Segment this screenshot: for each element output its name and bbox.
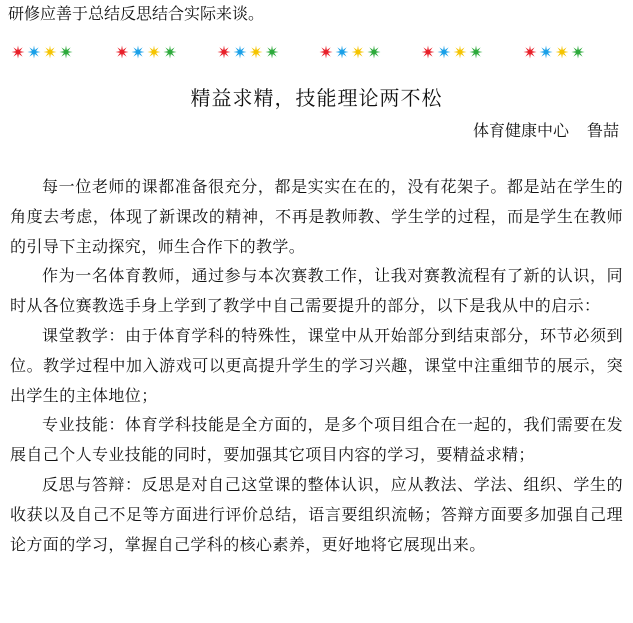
firework-burst-icon [320, 46, 333, 59]
firework-burst-icon [12, 46, 25, 59]
firework-burst-icon [438, 46, 451, 59]
firework-burst-icon [336, 46, 349, 59]
decorative-divider [10, 40, 610, 64]
byline-department: 体育健康中心 [472, 121, 569, 140]
firework-burst-icon [454, 46, 467, 59]
firework-burst-icon [540, 46, 553, 59]
paragraph: 课堂教学：由于体育学科的特殊性，课堂中从开始部分到结束部分，环节必须到位。教学过程中加入游戏可以更高提升学生的学习兴趣，课堂中注重细节的展示，突出学生的主体地位； [10, 325, 623, 405]
firework-burst-icon [368, 46, 381, 59]
article-body [10, 172, 623, 559]
firework-burst-icon [572, 46, 585, 59]
paragraph: 每一位老师的课都准备很充分，都是实实在在的，没有花架子。都是站在学生的角度去考虑，体现了新课改的精神，不再是教师教、学生学的过程，而是学生在教师的引导下主动探究，师生合作下的教学。 [10, 177, 623, 256]
firework-burst-icon [422, 46, 435, 59]
firework-burst-icon [218, 46, 231, 59]
firework-burst-icon [44, 46, 57, 59]
byline [473, 120, 619, 142]
firework-burst-icon [524, 46, 537, 59]
intro-line: 研修应善于总结反思结合实际来谈。 [8, 4, 265, 23]
firework-burst-icon [148, 46, 161, 59]
firework-burst-icon [28, 46, 41, 59]
firework-burst-icon [116, 46, 129, 59]
firework-burst-icon [132, 46, 145, 59]
paragraph: 反思与答辩：反思是对自己这堂课的整体认识，应从教法、学法、组织、学生的收获以及自己不足等方面进行评价总结，语言要组织流畅；答辩方面要多加强自己理论方面的学习，掌握自己学科的核心素养，更好地将它展现出来。 [10, 474, 623, 554]
firework-burst-icon [266, 46, 279, 59]
paragraph: 作为一名体育教师，通过参与本次赛教工作，让我对赛教流程有了新的认识，同时从各位赛教选手身上学到了教学中自己需要提升的部分，以下是我从中的启示： [10, 266, 623, 316]
paragraph: 专业技能：体育学科技能是全方面的，是多个项目组合在一起的，我们需要在发展自己个人专业技能的同时，要加强其它项目内容的学习，要精益求精； [10, 415, 623, 465]
firework-burst-icon [250, 46, 263, 59]
firework-burst-icon [470, 46, 483, 59]
firework-burst-icon [352, 46, 365, 59]
firework-burst-icon [556, 46, 569, 59]
article-title: 精益求精，技能理论两不松 [190, 86, 443, 110]
firework-burst-icon [164, 46, 177, 59]
byline-author: 鲁喆 [586, 121, 619, 140]
firework-burst-icon [234, 46, 247, 59]
firework-burst-icon [60, 46, 73, 59]
